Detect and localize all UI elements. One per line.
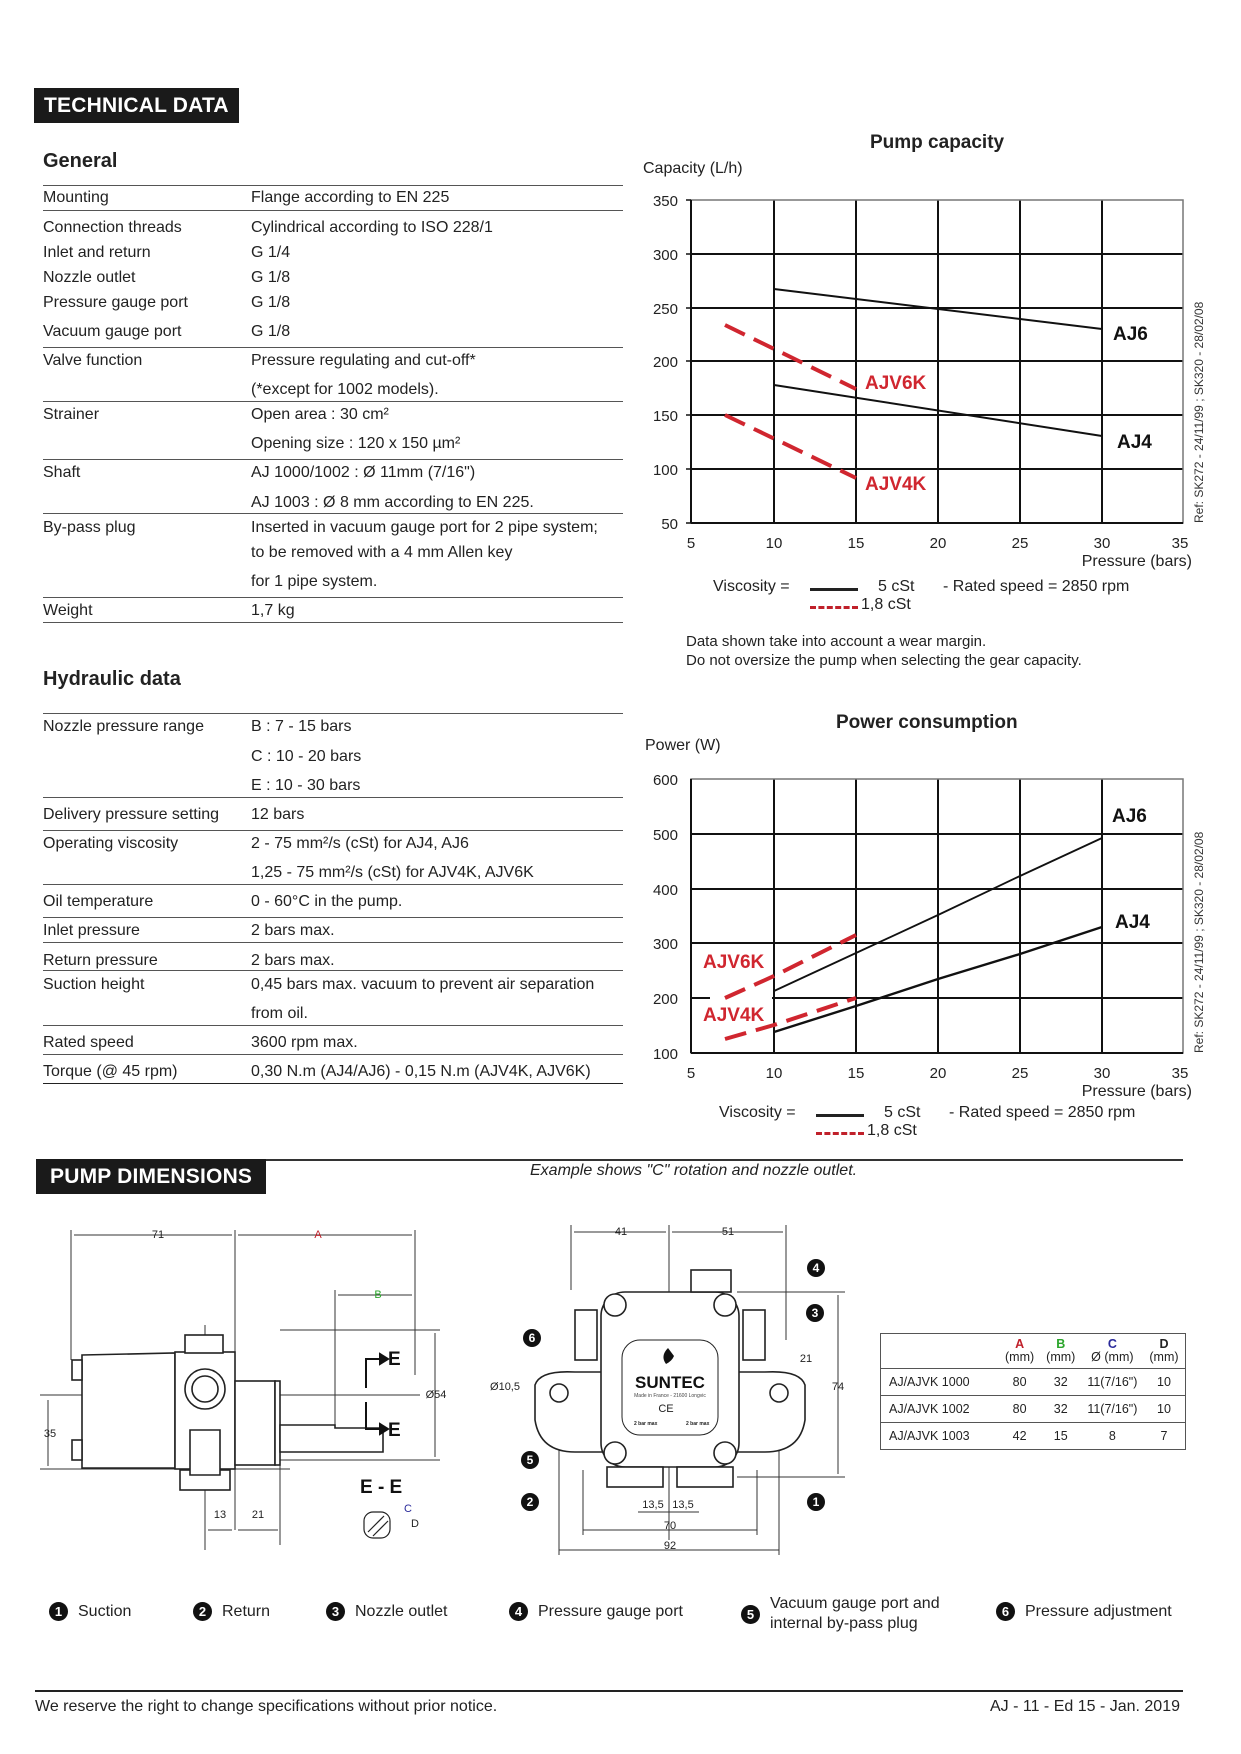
legend-prefix: Viscosity = [719,1104,796,1121]
spec-label: Pressure gauge port [43,294,188,311]
svg-text:3: 3 [811,1306,819,1320]
table-cell: 32 [1040,1369,1081,1396]
spec-value: 0 - 60°C in the pump. [251,893,403,910]
svg-text:13,5: 13,5 [642,1499,664,1511]
spec-value: Flange according to EN 225 [251,189,450,206]
dashed-line-icon [810,606,858,609]
capacity-ylabel: Capacity (L/h) [643,160,743,177]
table-header-model [881,1334,1000,1369]
svg-text:AJ4: AJ4 [1117,432,1152,453]
svg-text:21: 21 [251,1509,265,1521]
svg-text:CE: CE [658,1403,674,1415]
svg-text:51: 51 [721,1226,735,1238]
spec-label: Inlet pressure [43,922,140,939]
spec-value: Opening size : 120 x 150 µm² [251,435,461,452]
svg-text:35: 35 [1171,535,1189,552]
spec-value: from oil. [251,1005,308,1022]
technical-data-badge: TECHNICAL DATA [34,88,239,123]
spec-label: Operating viscosity [43,835,179,852]
svg-text:600: 600 [652,772,678,789]
svg-text:50: 50 [661,516,678,533]
capacity-legend [713,578,1193,618]
footer-divider [35,1690,1183,1692]
legend-solid: 5 cSt [878,578,915,595]
spec-value: Pressure regulating and cut-off* [251,352,476,369]
legend-label: Suction [78,1602,132,1620]
spec-label: Oil temperature [43,893,154,910]
table-cell: 10 [1143,1396,1185,1423]
table-row [881,1423,1186,1450]
spec-label: Connection threads [43,219,182,236]
legend-solid: 5 cSt [884,1104,921,1121]
legend-dashed: 1,8 cSt [861,596,911,613]
svg-text:AJV4K: AJV4K [865,474,927,495]
table-cell: 11(7/16") [1081,1396,1143,1423]
spec-label: Return pressure [43,952,158,969]
solid-line-icon [816,1114,864,1117]
spec-value: G 1/4 [251,244,291,261]
general-heading: General [43,150,118,172]
svg-text:Ref: SK272 - 24/11/99 ; SK320: Ref: SK272 - 24/11/99 ; SK320 - 28/02/08 [1192,831,1206,1053]
svg-text:Pressure (bars): Pressure (bars) [1081,1083,1192,1100]
spec-value: 2 bars max. [251,922,335,939]
spec-value: Open area : 30 cm² [251,406,389,423]
svg-text:41: 41 [614,1226,628,1238]
spec-value: (*except for 1002 models). [251,381,439,398]
svg-text:100: 100 [652,1046,678,1063]
svg-text:300: 300 [652,247,678,264]
svg-text:2: 2 [526,1495,534,1509]
pump-side-view-drawing [30,1200,480,1570]
spec-value: E : 10 - 30 bars [251,777,361,794]
legend-label: Pressure adjustment [1025,1602,1172,1620]
svg-text:AJ6: AJ6 [1112,806,1147,827]
legend-suffix: - Rated speed = 2850 rpm [949,1104,1136,1121]
spec-label: Inlet and return [43,244,151,261]
svg-text:150: 150 [652,408,678,425]
svg-text:2 bar max: 2 bar max [686,1421,710,1427]
dashed-line-icon [816,1132,864,1135]
svg-text:D: D [411,1518,419,1530]
legend-dashed: 1,8 cSt [867,1122,917,1139]
spec-value: 12 bars [251,806,305,823]
dimensions-caption: Example shows "C" rotation and nozzle outlet. [530,1162,858,1179]
number-2-icon: 2 [193,1602,212,1621]
svg-text:30: 30 [1093,1065,1111,1082]
spec-value: AJ 1000/1002 : Ø 11mm (7/16") [251,464,476,481]
capacity-note-2: Do not oversize the pump when selecting the gear capacity. [686,652,1082,669]
svg-text:200: 200 [652,991,678,1008]
svg-text:21: 21 [799,1353,813,1365]
svg-text:5: 5 [686,535,696,552]
spec-value: 1,7 kg [251,602,295,619]
legend-pressure-gauge-port [509,1602,683,1621]
table-header-row [881,1334,1186,1369]
spec-value: G 1/8 [251,323,291,340]
spec-value: AJ 1003 : Ø 8 mm according to EN 225. [251,494,534,511]
legend-label: Pressure gauge port [538,1602,683,1620]
power-consumption-chart [640,770,1220,1100]
table-cell: 10 [1143,1369,1185,1396]
dimensions-divider [258,1159,1183,1161]
pump-capacity-chart [640,190,1220,570]
svg-text:2 bar max: 2 bar max [634,1421,658,1427]
svg-text:10: 10 [765,1065,783,1082]
svg-text:20: 20 [929,535,947,552]
svg-text:30: 30 [1093,535,1111,552]
svg-text:71: 71 [151,1229,165,1241]
legend-label: Return [222,1602,271,1620]
spec-label: Torque (@ 45 rpm) [43,1063,178,1080]
svg-text:15: 15 [847,535,865,552]
svg-text:E - E: E - E [360,1477,403,1498]
footer-disclaimer: We reserve the right to change specifications without prior notice. [35,1698,498,1715]
spec-label: Nozzle outlet [43,269,136,286]
svg-text:35: 35 [1171,1065,1189,1082]
svg-text:25: 25 [1011,1065,1029,1082]
svg-text:E: E [388,1420,401,1441]
spec-label: By-pass plug [43,519,136,536]
svg-text:E: E [388,1349,401,1370]
legend-prefix: Viscosity = [713,578,790,595]
table-header-a: A (mm) [1005,1337,1035,1364]
svg-text:15: 15 [847,1065,865,1082]
spec-label: Delivery pressure setting [43,806,220,823]
svg-text:A: A [314,1229,322,1241]
svg-text:10: 10 [765,535,783,552]
spec-label: Mounting [43,189,109,206]
pump-dimensions-badge: PUMP DIMENSIONS [36,1159,266,1194]
svg-text:6: 6 [528,1331,536,1345]
svg-text:AJV6K: AJV6K [865,373,927,394]
spec-value: 2 bars max. [251,952,335,969]
spec-value: Inserted in vacuum gauge port for 2 pipe system; [251,519,598,536]
spec-value: 3600 rpm max. [251,1034,358,1051]
svg-text:4: 4 [812,1261,820,1275]
dimensions-table [880,1333,1186,1450]
svg-text:92: 92 [663,1540,677,1552]
table-cell: AJ/AJVK 1000 [881,1369,1000,1396]
number-4-icon: 4 [509,1602,528,1621]
pump-capacity-title: Pump capacity [870,132,1005,153]
svg-text:300: 300 [652,936,678,953]
svg-text:AJ4: AJ4 [1115,912,1150,933]
spec-label: Shaft [43,464,81,481]
svg-text:250: 250 [652,301,678,318]
svg-text:500: 500 [652,827,678,844]
power-legend [719,1104,1199,1144]
table-row [881,1369,1186,1396]
svg-text:Ø54: Ø54 [425,1389,447,1401]
svg-text:400: 400 [652,882,678,899]
spec-value: 1,25 - 75 mm²/s (cSt) for AJV4K, AJV6K [251,864,534,881]
svg-text:70: 70 [663,1520,677,1532]
table-cell: 42 [999,1423,1040,1450]
svg-text:1: 1 [812,1495,820,1509]
svg-text:C: C [404,1503,412,1515]
pump-front-view-drawing [480,1200,860,1570]
legend-nozzle-outlet [326,1602,448,1621]
legend-suffix: - Rated speed = 2850 rpm [943,578,1130,595]
spec-label: Rated speed [43,1034,134,1051]
spec-label: Suction height [43,976,145,993]
footer-edition: AJ - 11 - Ed 15 - Jan. 2019 [989,1698,1180,1715]
legend-label: Nozzle outlet [355,1602,448,1620]
svg-text:Pressure (bars): Pressure (bars) [1081,553,1192,570]
svg-text:Made in France - 21600 Longvic: Made in France - 21600 Longvic [634,1393,706,1399]
hydraulic-heading: Hydraulic data [43,668,181,690]
svg-text:13,5: 13,5 [672,1499,694,1511]
svg-text:200: 200 [652,354,678,371]
table-cell: 8 [1081,1423,1143,1450]
legend-suction [49,1602,131,1621]
svg-text:20: 20 [929,1065,947,1082]
svg-text:B: B [374,1289,382,1301]
legend-vacuum-gauge-port [741,1594,940,1634]
svg-text:100: 100 [652,462,678,479]
table-header-d: D (mm) [1149,1337,1179,1364]
power-consumption-title: Power consumption [836,712,1018,733]
svg-text:5: 5 [686,1065,696,1082]
legend-label: Vacuum gauge port and internal by-pass plug [770,1595,940,1632]
svg-text:25: 25 [1011,535,1029,552]
table-cell: 15 [1040,1423,1081,1450]
table-cell: 80 [999,1396,1040,1423]
capacity-note-1: Data shown take into account a wear margin. [686,633,987,650]
table-cell: 7 [1143,1423,1185,1450]
svg-text:AJV4K: AJV4K [703,1005,765,1026]
svg-text:13: 13 [213,1509,227,1521]
svg-text:74: 74 [831,1381,845,1393]
svg-text:Ref: SK272 - 24/11/99 ; SK320: Ref: SK272 - 24/11/99 ; SK320 - 28/02/08 [1192,301,1206,523]
spec-value: 0,45 bars max. vacuum to prevent air separation [251,976,595,993]
legend-pressure-adjustment [996,1602,1172,1621]
svg-text:SUNTEC: SUNTEC [635,1373,705,1392]
legend-return [193,1602,270,1621]
svg-text:350: 350 [652,193,678,210]
spec-value: 0,30 N.m (AJ4/AJ6) - 0,15 N.m (AJV4K, AJV6K) [251,1063,591,1080]
spec-value: G 1/8 [251,269,291,286]
svg-text:AJ6: AJ6 [1113,324,1148,345]
spec-value: for 1 pipe system. [251,573,378,590]
spec-label: Nozzle pressure range [43,718,204,735]
number-5-icon: 5 [741,1605,760,1624]
svg-text:5: 5 [526,1453,534,1467]
table-cell: 32 [1040,1396,1081,1423]
spec-label: Vacuum gauge port [43,323,182,340]
power-ylabel: Power (W) [645,737,721,754]
spec-value: to be removed with a 4 mm Allen key [251,544,513,561]
number-3-icon: 3 [326,1602,345,1621]
number-6-icon: 6 [996,1602,1015,1621]
spec-value: Cylindrical according to ISO 228/1 [251,219,493,236]
spec-value: 2 - 75 mm²/s (cSt) for AJ4, AJ6 [251,835,469,852]
svg-text:Ø10,5: Ø10,5 [490,1381,520,1393]
table-cell: AJ/AJVK 1002 [881,1396,1000,1423]
table-cell: AJ/AJVK 1003 [881,1423,1000,1450]
spec-label: Valve function [43,352,143,369]
spec-value: G 1/8 [251,294,291,311]
svg-text:AJV6K: AJV6K [703,952,765,973]
table-cell: 80 [999,1369,1040,1396]
svg-text:35: 35 [43,1428,57,1440]
table-header-b: B (mm) [1046,1337,1076,1364]
spec-value: B : 7 - 15 bars [251,718,352,735]
spec-label: Weight [43,602,93,619]
number-1-icon: 1 [49,1602,68,1621]
table-cell: 11(7/16") [1081,1369,1143,1396]
table-header-c: C Ø (mm) [1091,1337,1134,1364]
spec-label: Strainer [43,406,100,423]
solid-line-icon [810,588,858,591]
table-row [881,1396,1186,1423]
spec-value: C : 10 - 20 bars [251,748,362,765]
